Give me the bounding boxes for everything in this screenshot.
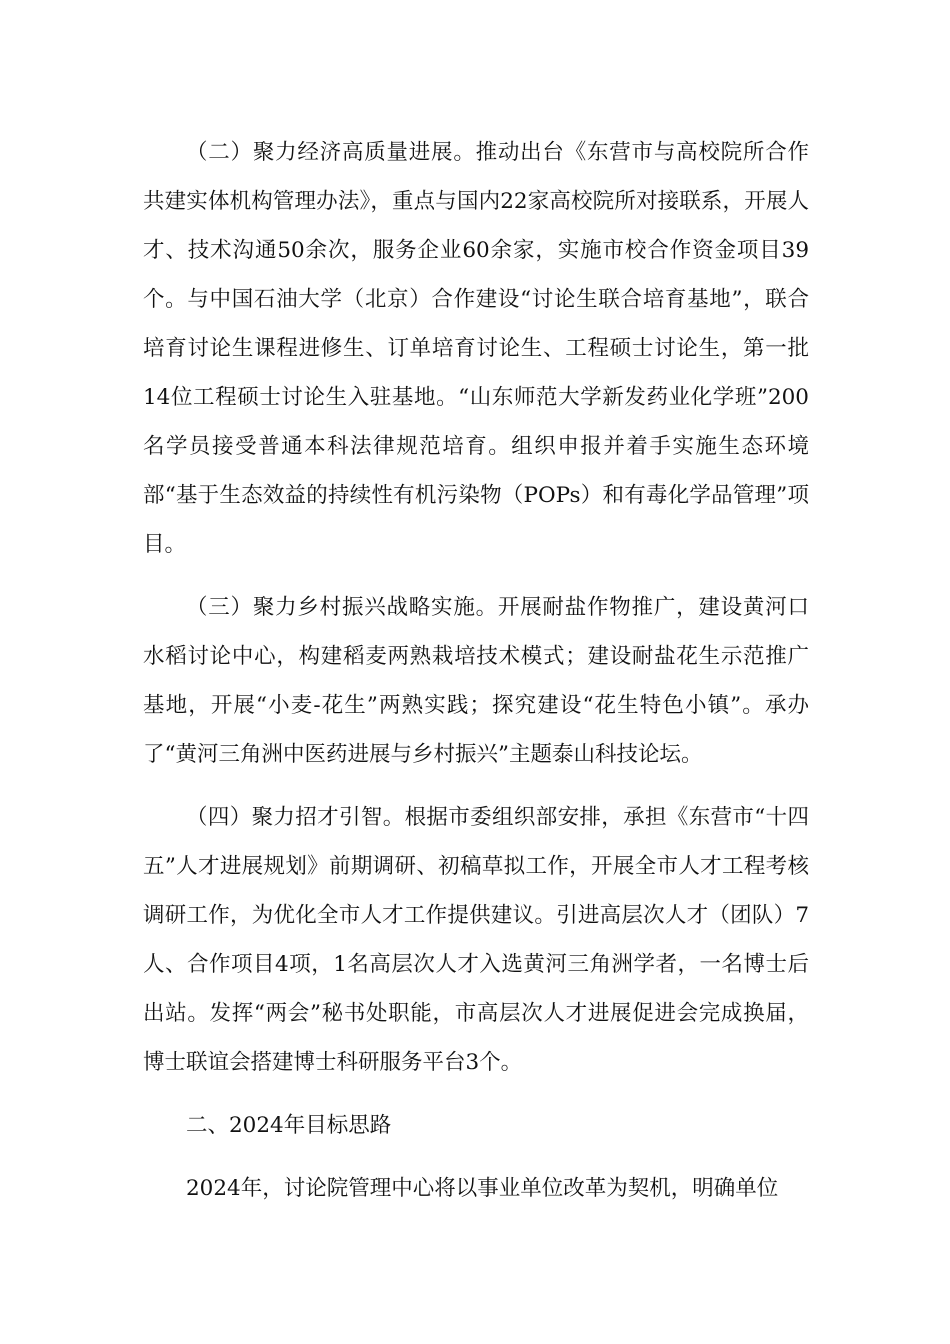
paragraph-rural-revitalization: （三）聚力乡村振兴战略实施。开展耐盐作物推广，建设黄河口水稻讨论中心，构建稻麦两熟栽培技术模式；建设耐盐花生示范推广基地，开展“小麦-花生”两熟实践；探究建设“花生特色小镇”。承办了“黄河三角洲中医药进展与乡村振兴”主题泰山科技论坛。 <box>143 595 809 767</box>
section-heading: 二、2024年目标思路 <box>186 1113 392 1138</box>
paragraph-talent-recruitment: （四）聚力招才引智。根据市委组织部安排，承担《东营市“十四五”人才进展规划》前期调研、初稿草拟工作，开展全市人才工程考核调研工作，为优化全市人才工作提供建议。引进高层次人才（团队）7人、合作项目4项，1名高层次人才入选黄河三角洲学者，一名博士后出站。发挥“两会”秘书处职能，市高层次人才进展促进会完成换届，博士联谊会搭建博士科研服务平台3个。 <box>143 805 809 1075</box>
document-body <box>143 128 809 1227</box>
paragraph-economy: （二）聚力经济高质量进展。推动出台《东营市与高校院所合作共建实体机构管理办法》，重点与国内22家高校院所对接联系，开展人才、技术沟通50余次，服务企业60余家，实施市校合作资金项目39个。与中国石油大学（北京）合作建设“讨论生联合培育基地”，联合培育讨论生课程进修生、订单培育讨论生、工程硕士讨论生，第一批14位工程硕士讨论生入驻基地。“山东师范大学新发药业化学班”200名学员接受普通本科法律规范培育。组织申报并着手实施生态环境部“基于生态效益的持续性有机污染物（POPs）和有毒化学品管理”项目。 <box>143 140 809 557</box>
paragraph-2024-goals: 2024年，讨论院管理中心将以事业单位改革为契机，明确单位 <box>186 1176 779 1201</box>
